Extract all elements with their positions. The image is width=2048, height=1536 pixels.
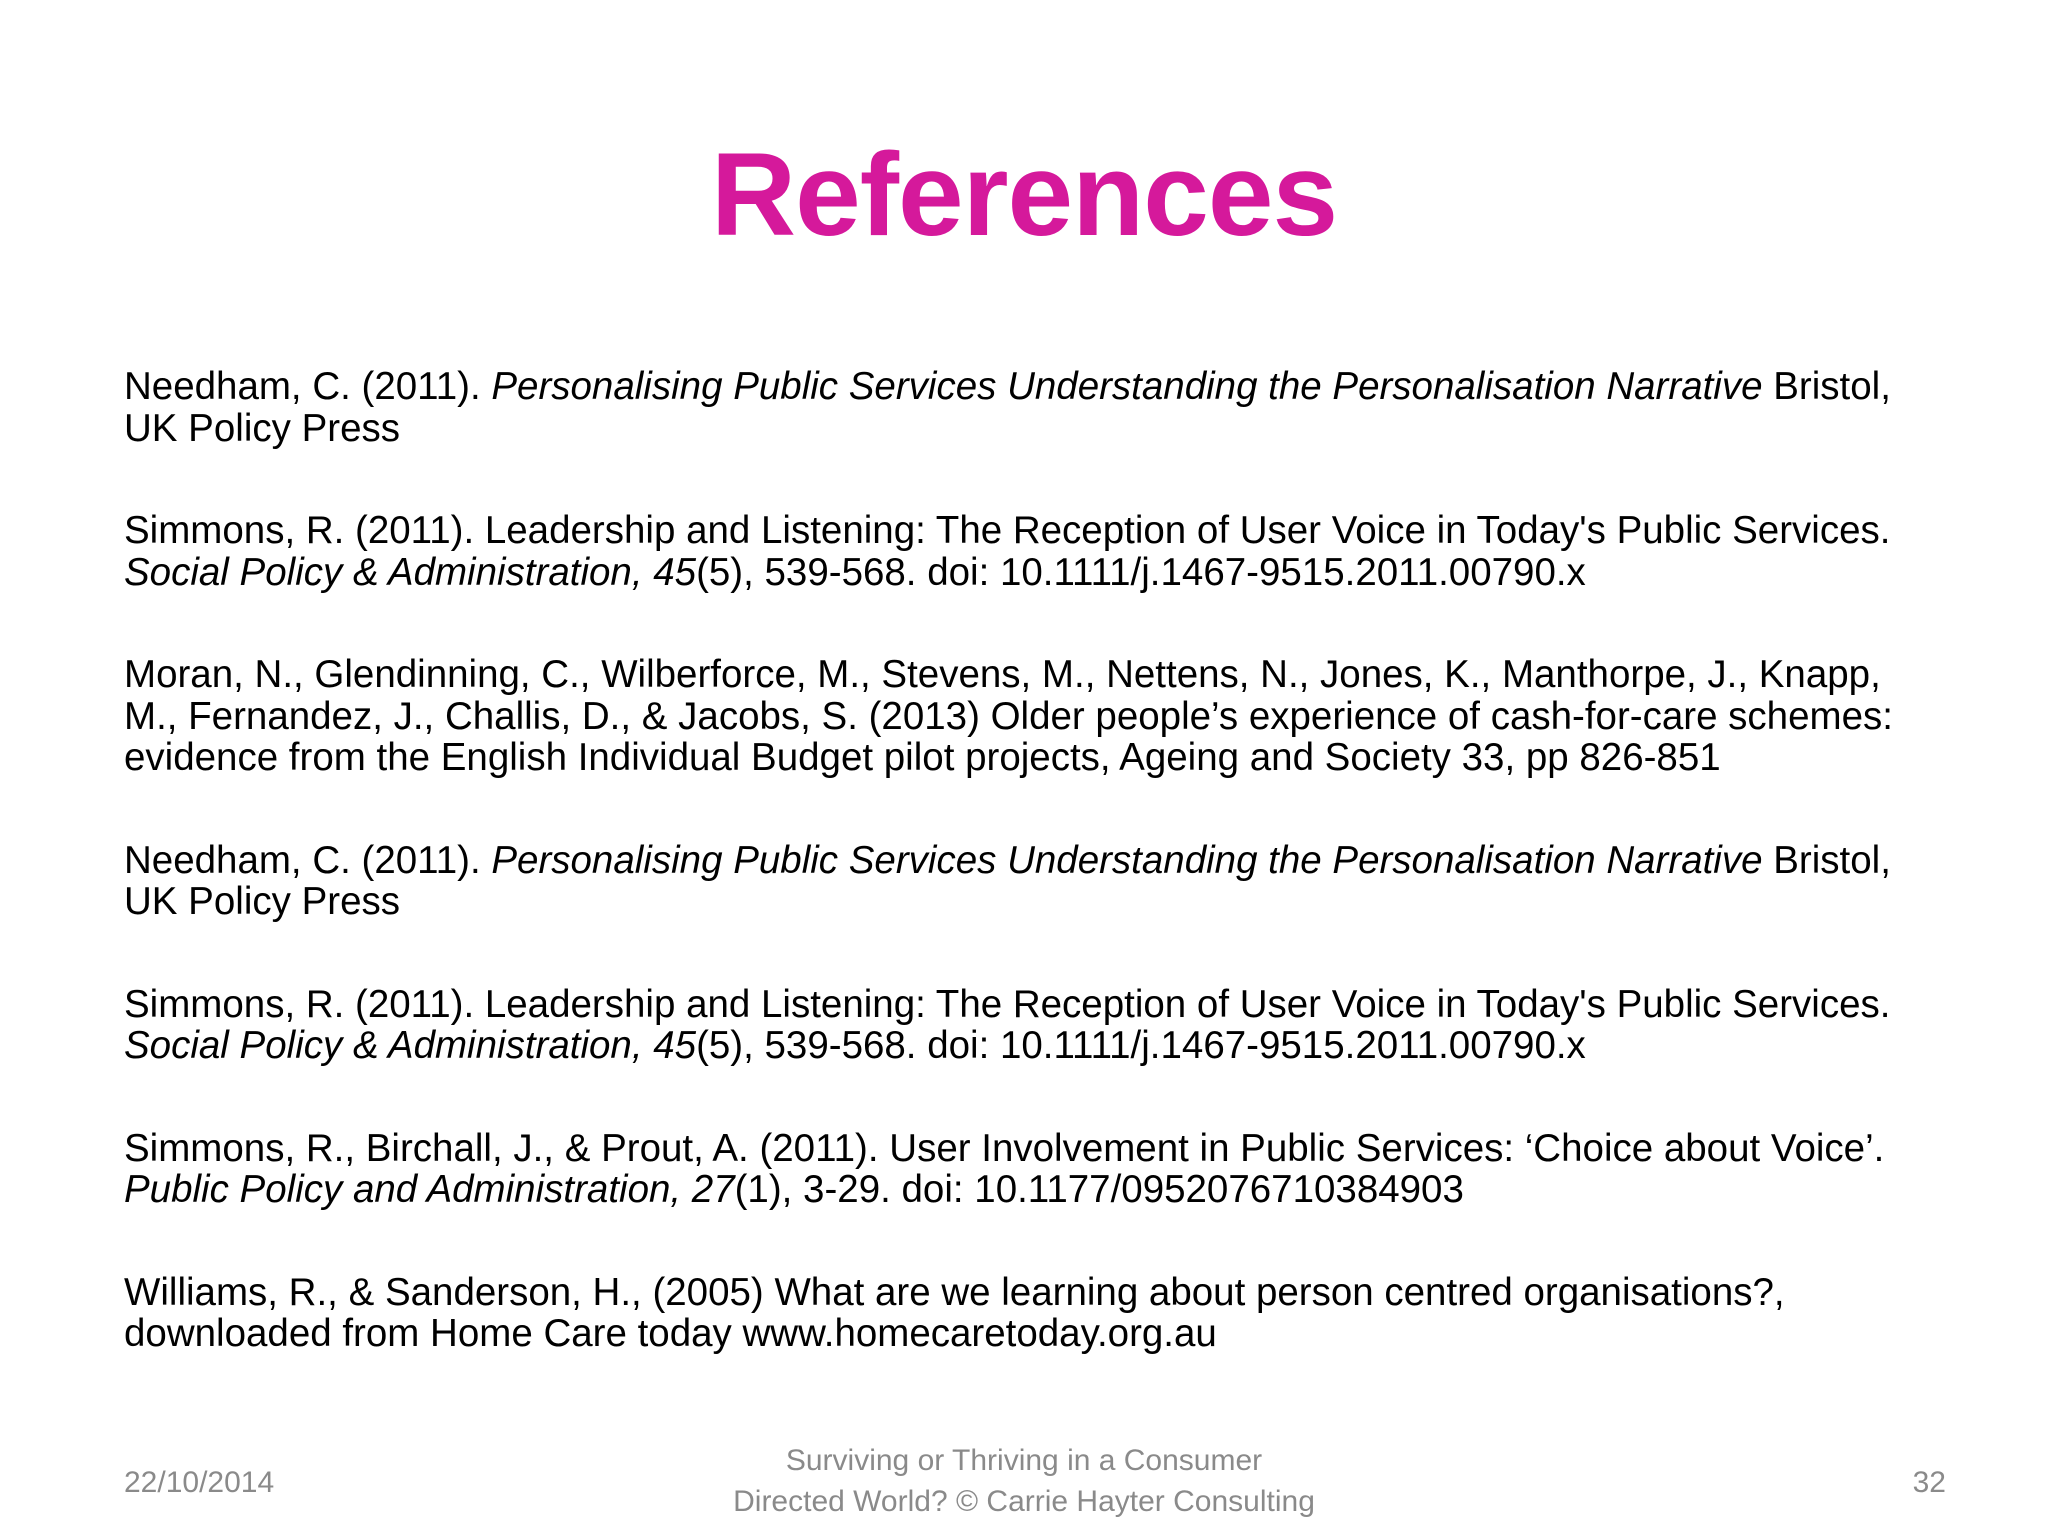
reference-text: UK Policy Press <box>124 406 400 450</box>
page-number: 32 <box>1912 1466 1946 1499</box>
reference-text: evidence from the English Individual Budget pilot projects, Ageing and Society 33, pp 826-851 <box>124 736 1721 779</box>
reference-italic-text: Social Policy & Administration, 45 <box>124 1024 697 1067</box>
reference-line <box>124 1272 1954 1314</box>
reference-line <box>124 1025 1954 1067</box>
reference-line <box>124 1128 1954 1170</box>
reference-text: (5), 539-568. doi: 10.1111/j.1467-9515.2011.00790.x <box>696 550 1586 594</box>
reference-italic-text: Personalising Public Services Understanding the Personalisation Narrative <box>491 365 1763 408</box>
reference-text: UK Policy Press <box>124 880 400 923</box>
reference-text: Bristol, <box>1762 838 1891 882</box>
reference-line <box>124 1313 1954 1355</box>
reference-text: M., Fernandez, J., Challis, D., & Jacobs, S. (2013) Older people’s experience of cash-for-care schemes: <box>124 694 1893 738</box>
reference-entry <box>124 510 1954 593</box>
reference-line <box>124 881 1954 923</box>
reference-entry <box>124 1128 1954 1211</box>
reference-italic-text: Personalising Public Services Understanding the Personalisation Narrative <box>491 838 1763 882</box>
reference-italic-text: Social Policy & Administration, 45 <box>124 550 697 594</box>
reference-text: downloaded from Home Care today www.homecaretoday.org.au <box>124 1312 1217 1355</box>
reference-text: Simmons, R. (2011). Leadership and Listening: The Reception of User Voice in Today's Public Services. <box>124 509 1891 552</box>
reference-line <box>124 366 1954 408</box>
reference-list <box>124 366 1954 1416</box>
reference-text: Bristol, <box>1762 365 1891 408</box>
reference-italic-text: Public Policy and Administration, 27 <box>124 1168 735 1211</box>
footer-caption-line-1: Surviving or Thriving in a Consumer <box>785 1444 1263 1477</box>
reference-line <box>124 654 1954 696</box>
reference-entry <box>124 840 1954 923</box>
reference-text: Needham, C. (2011). <box>124 365 492 408</box>
reference-line <box>124 408 1954 450</box>
reference-entry <box>124 984 1954 1067</box>
reference-text: (1), 3-29. doi: 10.1177/0952076710384903 <box>734 1168 1464 1211</box>
footer-caption-line-2: Directed World? © Carrie Hayter Consulting <box>733 1485 1315 1518</box>
reference-text: Simmons, R. (2011). Leadership and Listening: The Reception of User Voice in Today's Public Services. <box>124 982 1891 1026</box>
reference-text: Moran, N., Glendinning, C., Wilberforce, M., Stevens, M., Nettens, N., Jones, K., Manthorpe, J., Knapp, <box>124 653 1881 696</box>
reference-line <box>124 696 1954 738</box>
reference-text: (5), 539-568. doi: 10.1111/j.1467-9515.2011.00790.x <box>696 1024 1586 1067</box>
reference-line <box>124 984 1954 1026</box>
reference-text: Williams, R., & Sanderson, H., (2005) What are we learning about person centred organisations?, <box>124 1270 1785 1314</box>
reference-entry <box>124 654 1954 779</box>
footer-caption <box>600 1440 1448 1522</box>
reference-line <box>124 737 1954 779</box>
reference-line <box>124 552 1954 594</box>
reference-text: Simmons, R., Birchall, J., & Prout, A. (2011). User Involvement in Public Services: ‘Choice about Voice’. <box>124 1126 1885 1170</box>
reference-line <box>124 1169 1954 1211</box>
reference-line <box>124 840 1954 882</box>
reference-entry <box>124 366 1954 449</box>
reference-entry <box>124 1272 1954 1355</box>
reference-text: Needham, C. (2011). <box>124 838 492 882</box>
footer-date: 22/10/2014 <box>124 1466 275 1499</box>
reference-line <box>124 510 1954 552</box>
slide-title: References <box>710 129 1338 261</box>
